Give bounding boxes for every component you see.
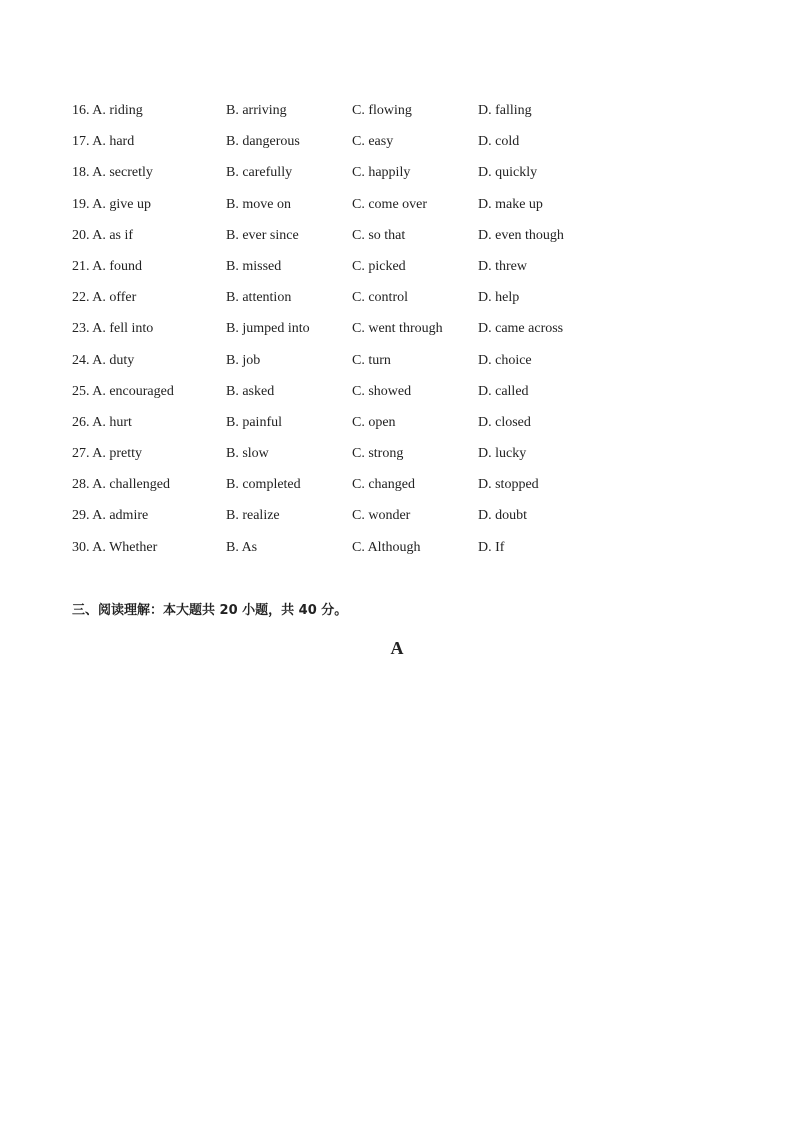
option-b: B. slow	[226, 446, 269, 462]
question-row-23	[72, 319, 712, 350]
option-d: D. came across	[478, 321, 564, 337]
option-d: D. even though	[478, 227, 564, 243]
option-b: B. realize	[226, 508, 280, 524]
option-a: 23. A. fell into	[72, 321, 154, 337]
option-a: 29. A. admire	[72, 508, 149, 524]
option-a: 30. A. Whether	[72, 539, 158, 555]
option-d: D. quickly	[478, 165, 538, 181]
question-row-26	[72, 413, 712, 444]
option-b: B. carefully	[226, 165, 293, 181]
option-a: 28. A. challenged	[72, 477, 170, 493]
option-c: C. picked	[352, 258, 406, 274]
option-d: D. falling	[478, 103, 532, 118]
option-b: B. jumped into	[226, 321, 310, 337]
question-row-24	[72, 351, 712, 382]
option-c: C. control	[352, 290, 408, 306]
option-c: C. went through	[352, 321, 443, 337]
section-heading: 三、阅读理解：本大题共 20 小题，共 40 分。	[72, 603, 348, 618]
option-b: B. completed	[226, 477, 301, 493]
option-c: C. wonder	[352, 508, 411, 524]
option-c: C. easy	[352, 134, 394, 150]
option-d: D. doubt	[478, 508, 527, 524]
question-row-30	[72, 538, 712, 569]
option-a: 22. A. offer	[72, 290, 137, 306]
option-c: C. strong	[352, 446, 404, 462]
question-row-22	[72, 288, 712, 319]
option-a: 17. A. hard	[72, 134, 135, 150]
option-b: B. asked	[226, 383, 275, 399]
option-c: C. showed	[352, 383, 412, 399]
option-b: B. dangerous	[226, 134, 300, 150]
question-row-19	[72, 195, 712, 226]
option-a: 24. A. duty	[72, 352, 135, 368]
option-d: D. cold	[478, 134, 520, 150]
question-row-28	[72, 475, 712, 506]
option-c: C. Although	[352, 539, 421, 555]
option-d: D. If	[478, 539, 505, 555]
option-a: 26. A. hurt	[72, 414, 132, 430]
option-d: D. called	[478, 383, 529, 399]
option-c: C. happily	[352, 165, 411, 181]
option-b: B. ever since	[226, 227, 299, 243]
option-d: D. closed	[478, 414, 531, 430]
option-d: D. help	[478, 290, 520, 306]
option-d: D. threw	[478, 258, 527, 274]
question-row-17	[72, 132, 712, 163]
option-b: B. move on	[226, 196, 291, 212]
option-b: B. attention	[226, 290, 292, 306]
option-d: D. lucky	[478, 446, 527, 462]
question-row-29	[72, 506, 712, 537]
option-b: B. job	[226, 352, 261, 368]
option-b: B. arriving	[226, 103, 287, 118]
option-a: 20. A. as if	[72, 227, 134, 243]
option-d: D. choice	[478, 352, 532, 368]
option-b: B. As	[226, 539, 258, 555]
question-row-18	[72, 163, 712, 194]
question-row-25	[72, 382, 712, 413]
option-c: C. turn	[352, 352, 391, 368]
question-row-20	[72, 226, 712, 257]
option-c: C. flowing	[352, 103, 412, 118]
option-a: 16. A. riding	[72, 103, 143, 118]
question-row-21	[72, 257, 712, 288]
option-c: C. come over	[352, 196, 428, 212]
question-row-27	[72, 444, 712, 475]
option-a: 27. A. pretty	[72, 446, 142, 462]
option-c: C. changed	[352, 477, 415, 493]
cloze-options-list	[72, 101, 712, 569]
option-a: 21. A. found	[72, 258, 142, 274]
option-d: D. make up	[478, 196, 543, 212]
question-row-16	[72, 101, 712, 132]
option-a: 18. A. secretly	[72, 165, 153, 181]
option-a: 19. A. give up	[72, 196, 151, 212]
option-c: C. so that	[352, 227, 406, 243]
option-b: B. painful	[226, 414, 282, 430]
option-a: 25. A. encouraged	[72, 383, 174, 399]
option-b: B. missed	[226, 258, 282, 274]
passage-label: A	[390, 638, 404, 658]
option-d: D. stopped	[478, 477, 539, 493]
option-c: C. open	[352, 414, 396, 430]
